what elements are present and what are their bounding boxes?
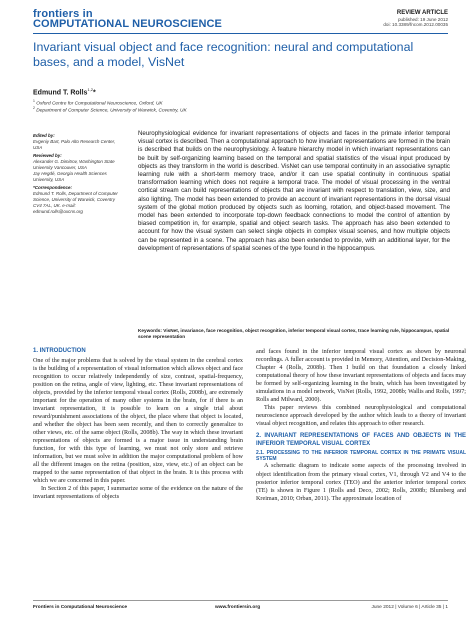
right-paragraph-2: This paper reviews this combined neurophysiological and computational neuroscience approach developed by the author which leads to a theory of invariant visual object recognition, and relates this approach to other research. — [256, 405, 466, 428]
footer-journal: Frontiers in Computational Neuroscience — [33, 605, 128, 610]
logo-journal-name: COMPUTATIONAL NEUROSCIENCE — [33, 18, 222, 30]
correspondence-text[interactable]: Edmund T. Rolls, Department of Computer Science, University of Warwick, Coventry CV4 7AL, UK. e-mail: edmund.rolls@oxcns.org — [33, 191, 118, 214]
intro-paragraph-2: In Section 2 of this paper, I summarize some of the evidence on the nature of the invariant representations of objects — [33, 486, 243, 501]
abstract: Neurophysiological evidence for invariant representations of objects and faces in the primate inferior temporal visual cortex is described. Then a computational approach to how invariant representations are formed in the brain is described that builds on the neurophysiology. A feature hierarchy model in which invariant representations can be built by self-organizing learning based on the temporal and spatial statistics of the visual input produced by objects as they transform in the world is described. VisNet can use temporal continuity in an associative synaptic learning rule with a short-term memory trace, and/or it can use spatial continuity in continuous spatial transformation learning which does not require a temporal trace. The model of visual processing in the ventral cortical stream can build representations of objects that are invariant with respect to translation, view, size, and also lighting. The model has been extended to provide an account of invariant representations in the dorsal visual system of the global motion produced by objects such as looming, rotation, and object-based movement. The model has been extended to incorporate top-down feedback connections to model the control of attention by biased competition in, for example, spatial and object search tasks. The approach has also been extended to account for how the visual system can select single objects in complex visual scenes, and how multiple objects can be represented in a scene. The approach has also been extended to provide, with an additional layer, for the development of representations of spatial scenes of the type found in the hippocampus. — [138, 130, 450, 252]
author-affil-sup: 1,2 — [87, 87, 94, 92]
reviewed-by-label: Reviewed by: — [33, 153, 62, 159]
affiliation-1-sup: 1 — [33, 99, 35, 103]
section-2-1-paragraph: A schematic diagram to indicate some aspects of the processing involved in object identification from the primary visual cortex, V1, through V2 and V4 to the posterior inferior temporal cortex (TEO) and the anterior inferior temporal cortex (TE) is shown in Figure 1 (Rolls and Deco, 2002; Rolls, 2008b; Blumberg and Kreiman, 2010; Orban, 2011). The approximate location of — [256, 463, 466, 502]
right-column — [256, 348, 466, 503]
article-type: REVIEW ARTICLE — [396, 10, 448, 16]
section-2-heading: 2. INVARIANT REPRESENTATIONS OF FACES AND OBJECTS IN THE INFERIOR TEMPORAL VISUAL CORTEX — [256, 433, 466, 448]
author-line — [33, 87, 96, 96]
left-column — [33, 348, 243, 501]
footer-issue: June 2012 | Volume 6 | Article 35 | 1 — [371, 605, 448, 610]
author-name[interactable]: Edmund T. Rolls — [33, 89, 88, 97]
reviewer-1: Alexander G. Dimitrov, Washington State University Vancouver, USA — [33, 159, 115, 170]
section-2-1-heading: 2.1. PROCESSING TO THE INFERIOR TEMPORAL CORTEX IN THE PRIMATE VISUAL SYSTEM — [256, 449, 466, 463]
keywords — [138, 328, 450, 341]
intro-paragraph-1: One of the major problems that is solved by the visual system in the cerebral cortex is the building of a representation of visual information which allows object and face recognition to occur relatively independently of size, contrast, spatial-frequency, position on the retina, angle of view, lighting, etc. These invariant representations of objects, provided by the inferior temporal visual cortex (Rolls, 2008b), are extremely important for the operation of many other systems in the brain, for if there is an invariant representation, it is possible to learn on a single trial about reward/punishment associations of the object, the place where that object is located, and whether the object has been seen recently, and then to correctly generalize to other views, etc. of the same object (Rolls, 2008b). The way in which these invariant representations of objects are formed is a major issue in understanding brain function, for with this type of learning, we must not only store and retrieve information, but we must solve in addition the major computational problem of how all the different images on the retina (position, size, view, etc.) of an object can be mapped to the same representation of that object in the brain. It is this process with which we are concerned in this paper. — [33, 357, 243, 485]
keywords-text: VisNet, invariance, face recognition, object recognition, inferior temporal visual cortex, trace learning rule, hippocampus, spatial scene representation — [138, 328, 450, 340]
reviewer-2: Jay Hegdé, Georgia Health Sciences University, USA — [33, 170, 107, 182]
edited-by-text: Evgeniy Bart, Palo Alto Research Center, USA — [33, 138, 116, 150]
editorial-sidebar — [33, 133, 119, 217]
corresponding-mark: * — [93, 89, 96, 97]
header-divider — [33, 33, 448, 34]
doi[interactable]: doi: 10.3389/fncom.2012.00035 — [383, 22, 448, 28]
right-paragraph-1: and faces found in the inferior temporal visual cortex as shown by neuronal recordings. A fuller account is provided in Memory, Attention, and Decision-Making, Chapter 4 (Rolls, 2008b). Then I build on that foundation a closely linked computational theory of how these invariant representations of objects and faces may be formed by self-organizing learning in the brain, which has been investigated by simulations in a model network, VisNet (Rolls, 1992, 2008b; Wallis and Rolls, 1997; Rolls and Milward, 2000). — [256, 349, 466, 404]
keywords-label: Keywords: — [138, 328, 162, 333]
article-title: Invariant visual object and face recognition: neural and computational bases, and a model, VisNet — [33, 40, 414, 69]
journal-logo — [33, 9, 233, 30]
edited-by-label: Edited by: — [33, 133, 55, 138]
intro-heading: 1. INTRODUCTION — [33, 348, 86, 354]
affiliation-2-sup: 2 — [33, 106, 35, 110]
affiliation-2 — [33, 105, 187, 115]
footer-divider — [33, 600, 448, 601]
published-date: published: 19 June 2012 — [397, 17, 448, 22]
affiliation-2-text: Department of Computer Science, University of Warwick, Coventry, UK — [36, 108, 187, 114]
correspondence-label: *Correspondence: — [33, 185, 73, 191]
article-meta — [383, 10, 448, 28]
affiliation-1-text: Oxford Centre for Computational Neuroscience, Oxford, UK — [36, 101, 163, 107]
footer-url[interactable]: www.frontiersin.org — [215, 605, 261, 610]
logo-frontiers-text: frontiers in — [33, 8, 93, 20]
